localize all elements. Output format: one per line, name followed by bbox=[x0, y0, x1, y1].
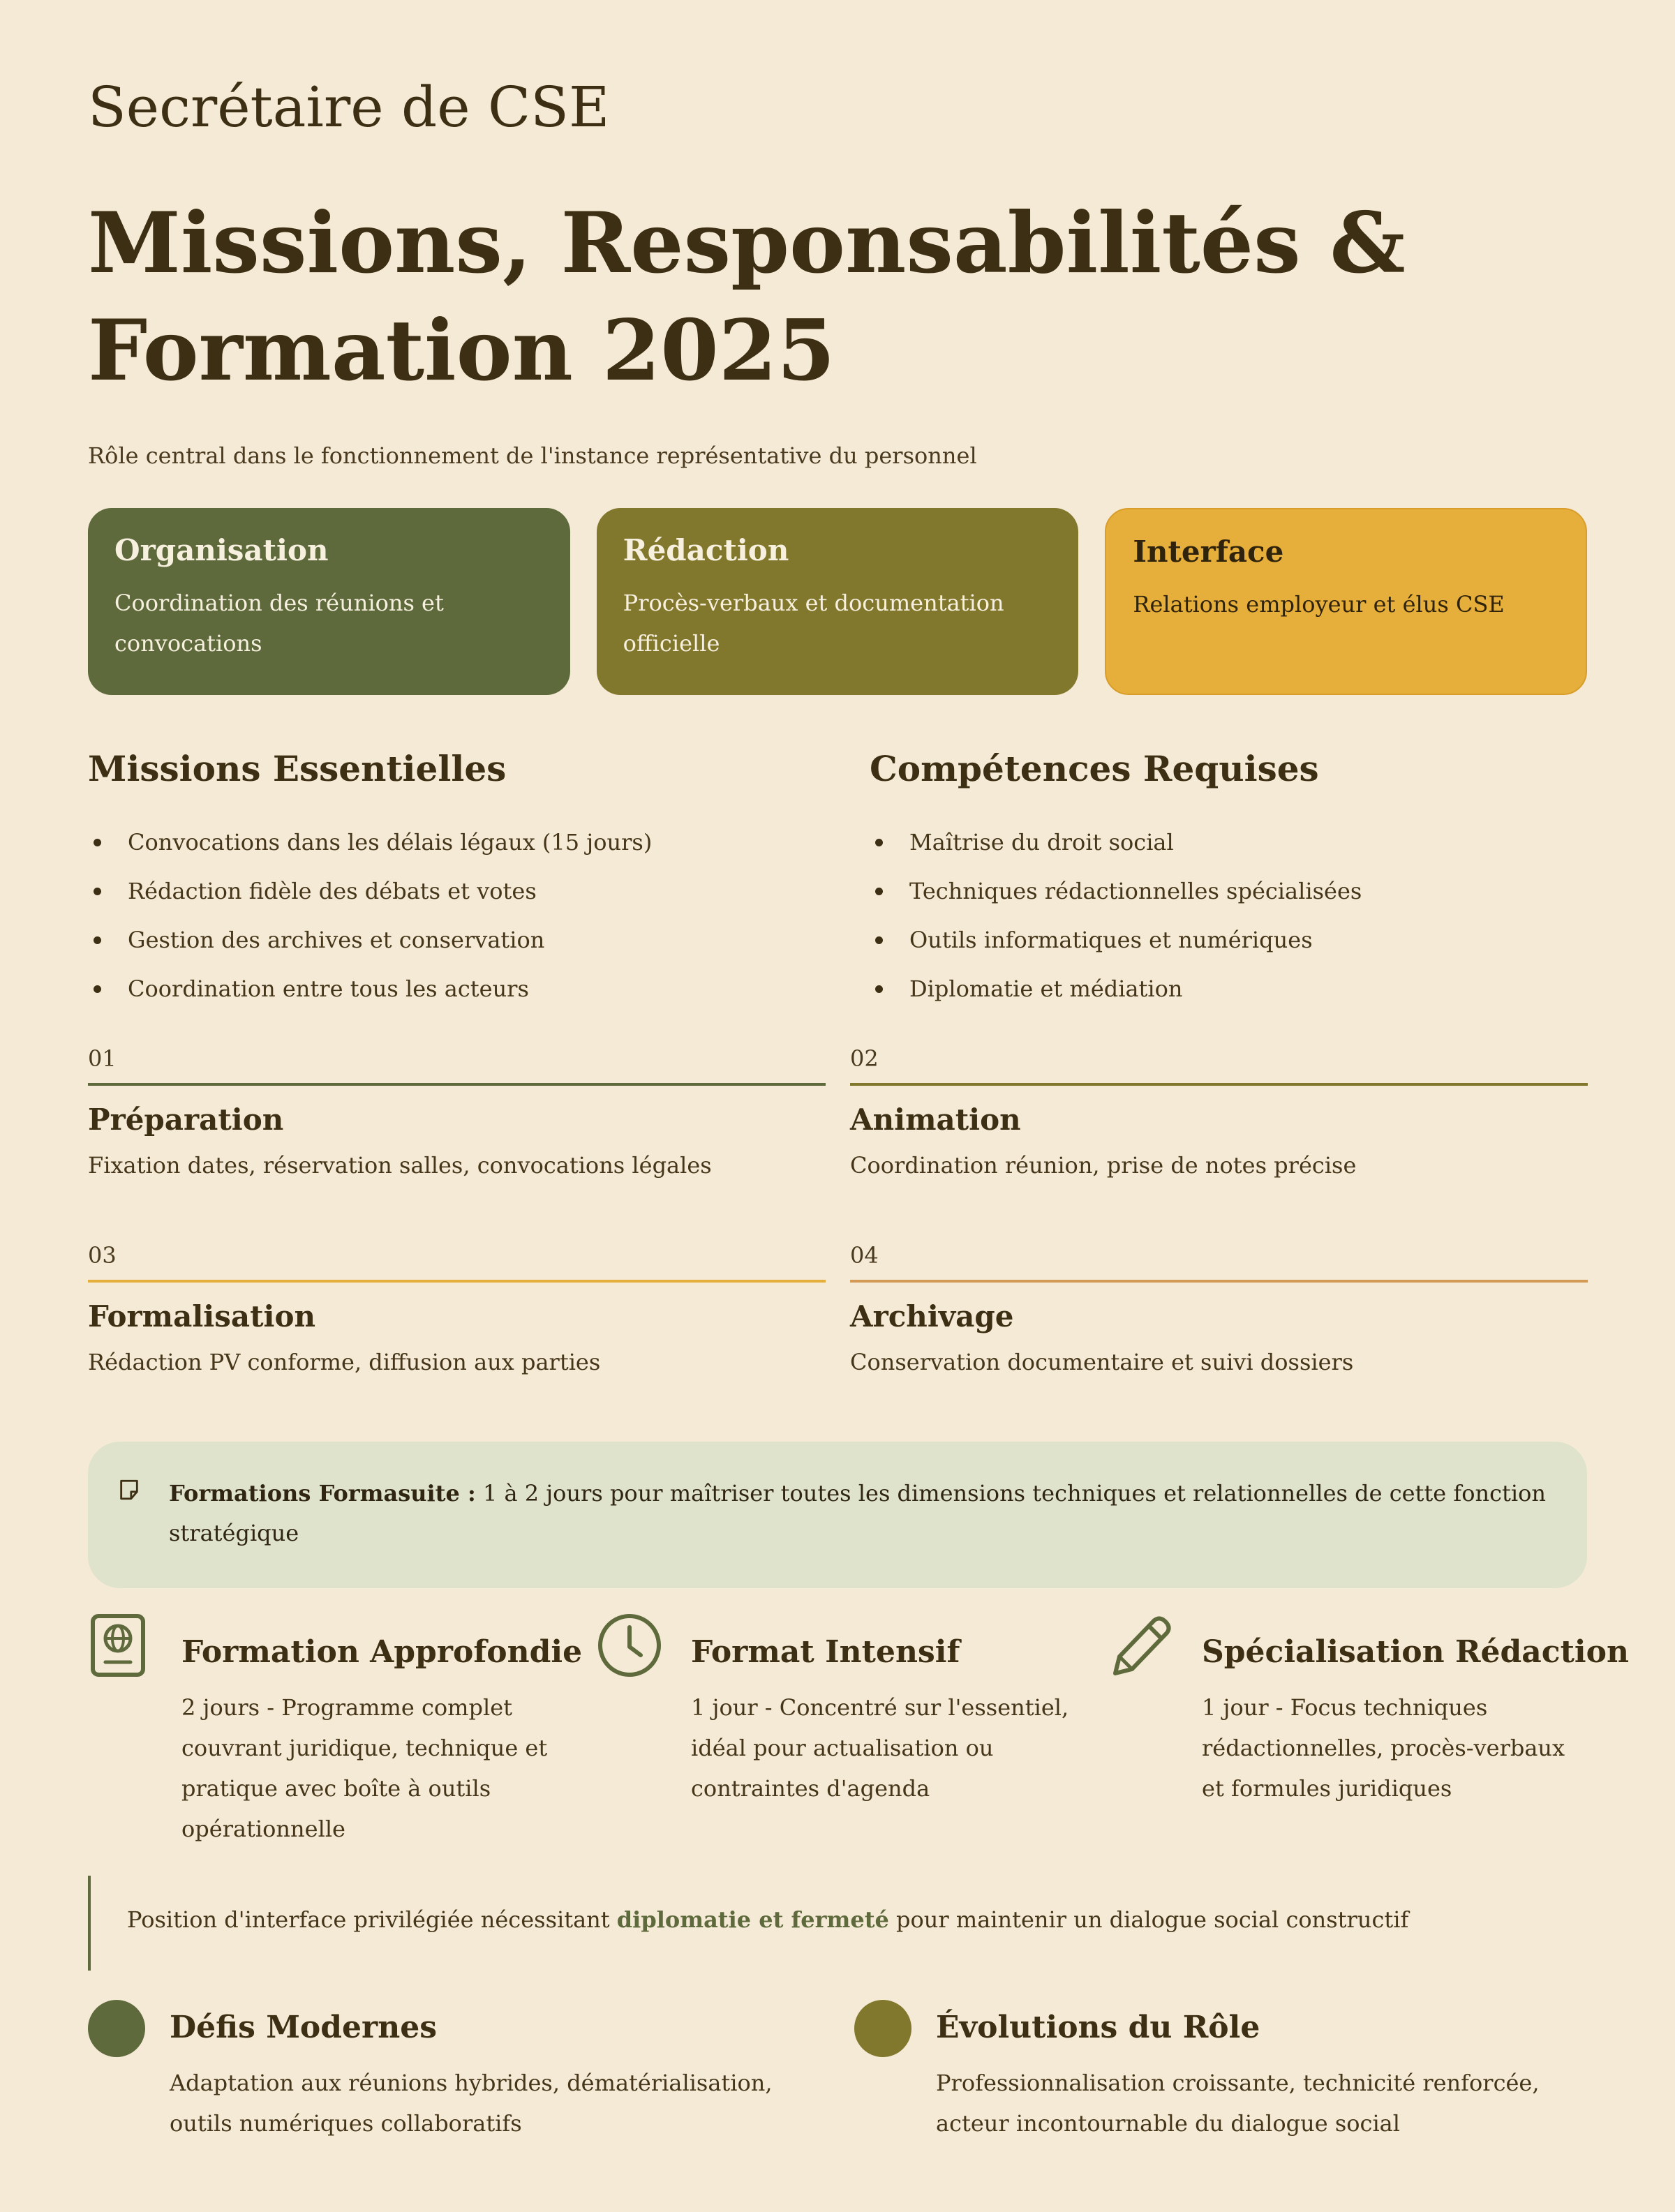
card-text: Procès-verbaux et documentation officielle bbox=[623, 590, 1004, 657]
notice-text: 1 à 2 jours pour maîtriser toutes les dimensions techniques et relationnelles de cette fonction stratégique bbox=[169, 1480, 1546, 1546]
clock-icon bbox=[597, 1612, 662, 1679]
quote-highlight: diplomatie et fermeté bbox=[616, 1906, 889, 1933]
list-item: Gestion des archives et conservation bbox=[88, 916, 652, 964]
list-item: Convocations dans les délais légaux (15 jours) bbox=[88, 818, 652, 867]
bottom-text: Professionnalisation croissante, technicité renforcée, acteur incontournable du dialogue social bbox=[936, 2070, 1540, 2137]
step-animation bbox=[850, 1045, 1588, 1179]
step-formalisation bbox=[88, 1242, 826, 1375]
list-item: Coordination entre tous les acteurs bbox=[88, 964, 652, 1013]
step-number: 04 bbox=[850, 1242, 879, 1269]
bottom-text: Adaptation aux réunions hybrides, dématérialisation, outils numériques collaboratifs bbox=[170, 2070, 773, 2137]
list-item: Outils informatiques et numériques bbox=[870, 916, 1362, 964]
list-item: Rédaction fidèle des débats et votes bbox=[88, 867, 652, 916]
card-text: Coordination des réunions et convocations bbox=[114, 590, 444, 657]
summary-cards bbox=[88, 508, 1587, 695]
page-intro: Rôle central dans le fonctionnement de l'instance représentative du personnel bbox=[88, 442, 977, 469]
step-title: Formalisation bbox=[88, 1299, 315, 1333]
step-divider bbox=[850, 1280, 1588, 1283]
page-title: Missions, Responsabilités & Formation 2025 bbox=[88, 194, 1406, 400]
card-interface bbox=[1105, 508, 1587, 695]
feature-title: Format Intensif bbox=[691, 1634, 960, 1670]
step-title: Archivage bbox=[850, 1299, 1014, 1333]
list-item: Maîtrise du droit social bbox=[870, 818, 1362, 867]
feature-title: Formation Approfondie bbox=[181, 1634, 583, 1670]
card-title: Organisation bbox=[114, 533, 329, 567]
card-text: Relations employeur et élus CSE bbox=[1133, 591, 1505, 618]
step-divider bbox=[88, 1280, 826, 1283]
step-text: Rédaction PV conforme, diffusion aux parties bbox=[88, 1349, 601, 1375]
olive-dot-icon bbox=[854, 2000, 911, 2057]
feature-text: 1 jour - Focus techniques rédactionnelles, procès-verbaux et formules juridiques bbox=[1202, 1694, 1565, 1802]
feature-text: 2 jours - Programme complet couvrant juridique, technique et pratique avec boîte à outils opérationnelle bbox=[181, 1694, 548, 1842]
card-organisation bbox=[88, 508, 570, 695]
step-number: 03 bbox=[88, 1242, 117, 1269]
passport-icon bbox=[88, 1612, 152, 1679]
formation-notice bbox=[88, 1442, 1587, 1588]
missions-title: Missions Essentielles bbox=[88, 748, 507, 789]
competences-title: Compétences Requises bbox=[870, 748, 1319, 789]
step-text: Fixation dates, réservation salles, convocations légales bbox=[88, 1152, 712, 1179]
step-divider bbox=[850, 1083, 1588, 1086]
step-preparation bbox=[88, 1045, 826, 1179]
card-title: Interface bbox=[1133, 535, 1284, 569]
step-title: Préparation bbox=[88, 1103, 284, 1137]
quote-text-before: Position d'interface privilégiée nécessitant bbox=[127, 1906, 617, 1933]
competences-list bbox=[870, 818, 1362, 1013]
bottom-title: Défis Modernes bbox=[170, 2010, 437, 2045]
step-title: Animation bbox=[850, 1103, 1021, 1137]
notice-label: Formations Formasuite : bbox=[169, 1480, 476, 1507]
highlight-quote bbox=[88, 1876, 1587, 1971]
pencil-icon bbox=[1108, 1612, 1172, 1679]
note-icon bbox=[117, 1478, 141, 1502]
step-archivage bbox=[850, 1242, 1588, 1375]
card-redaction bbox=[597, 508, 1079, 695]
step-number: 02 bbox=[850, 1045, 879, 1072]
step-text: Coordination réunion, prise de notes précise bbox=[850, 1152, 1357, 1179]
missions-list bbox=[88, 818, 652, 1013]
feature-text: 1 jour - Concentré sur l'essentiel, idéal pour actualisation ou contraintes d'agenda bbox=[691, 1694, 1069, 1802]
quote-text-after: pour maintenir un dialogue social constructif bbox=[888, 1906, 1409, 1933]
olive-dot-icon bbox=[88, 2000, 145, 2057]
page-kicker: Secrétaire de CSE bbox=[88, 75, 610, 140]
card-title: Rédaction bbox=[623, 533, 789, 567]
list-item: Techniques rédactionnelles spécialisées bbox=[870, 867, 1362, 916]
list-item: Diplomatie et médiation bbox=[870, 964, 1362, 1013]
feature-title: Spécialisation Rédaction bbox=[1202, 1634, 1629, 1670]
step-divider bbox=[88, 1083, 826, 1086]
step-number: 01 bbox=[88, 1045, 117, 1072]
step-text: Conservation documentaire et suivi dossiers bbox=[850, 1349, 1354, 1375]
bottom-title: Évolutions du Rôle bbox=[936, 2010, 1260, 2045]
